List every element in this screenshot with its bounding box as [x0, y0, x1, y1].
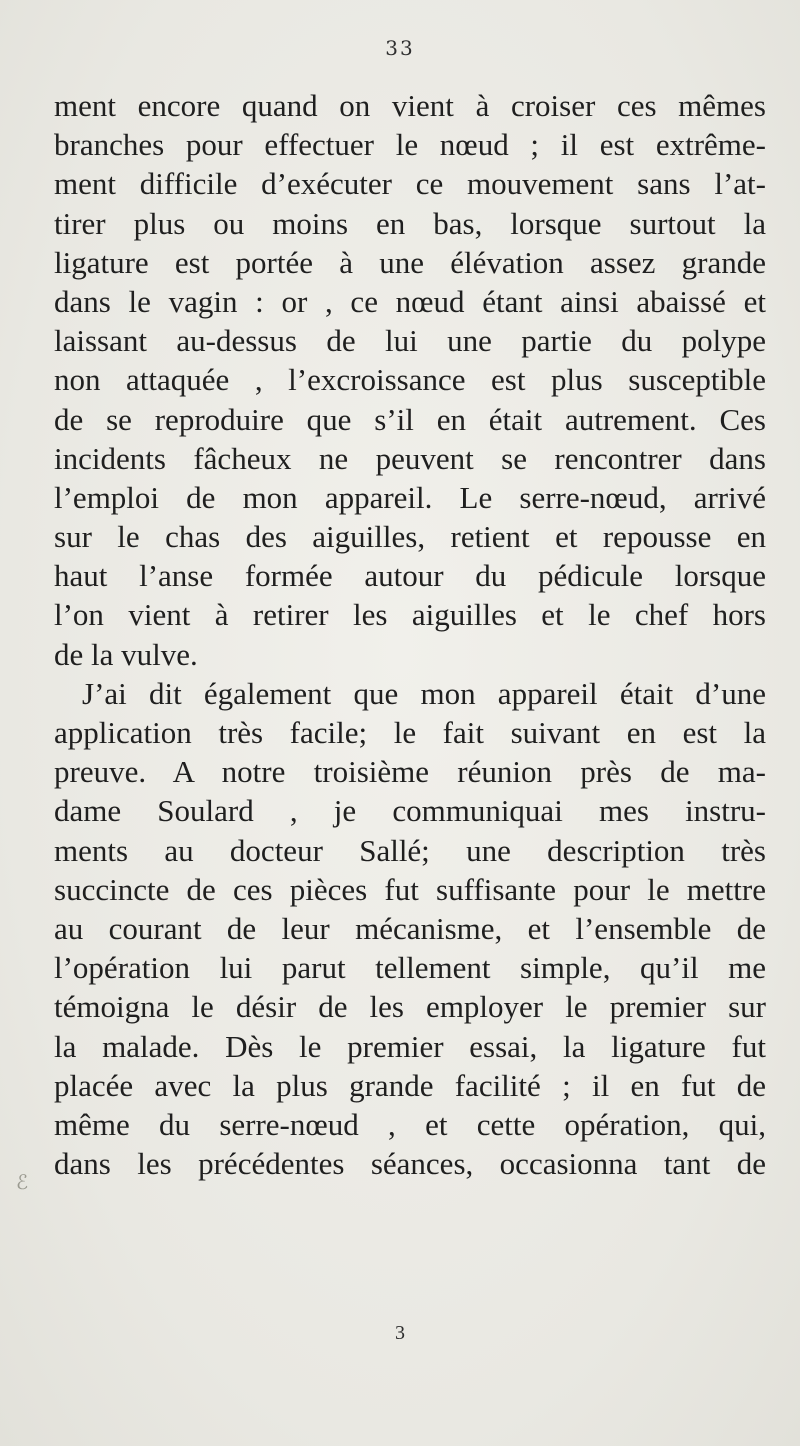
text-line: application très facile; le fait suivant en est la	[54, 715, 766, 750]
body-text	[54, 86, 766, 1183]
page-number: 33	[385, 36, 415, 60]
margin-mark: ℰ	[16, 1172, 29, 1194]
text-line: au courant de leur mécanisme, et l’ensemble de	[54, 910, 766, 946]
text-line: non attaquée , l’excroissance est plus susceptible	[54, 362, 766, 398]
text-line: ment encore quand on vient à croiser ces mêmes	[54, 88, 766, 123]
text-line: ligature est portée à une élévation assez grande	[54, 244, 766, 280]
text-line: la malade. Dès le premier essai, la ligature fut	[54, 1028, 766, 1064]
text-line: ments au docteur Sallé; une description très	[54, 832, 766, 868]
text-line: dans les précédentes séances, occasionna tant de	[54, 1146, 766, 1182]
text-line: placée avec la plus grande facilité ; il en fut de	[54, 1067, 766, 1103]
text-line: de se reproduire que s’il en était autrement. Ces	[54, 401, 766, 437]
text-line: preuve. A notre troisième réunion près de ma-	[54, 754, 766, 790]
text-line: branches pour effectuer le nœud ; il est extrême-	[54, 127, 766, 163]
text-line: même du serre-nœud , et cette opération, qui,	[54, 1106, 766, 1142]
text-line: l’on vient à retirer les aiguilles et le chef hors	[54, 597, 766, 633]
text-line: l’opération lui parut tellement simple, qu’il me	[54, 950, 766, 986]
text-line: laissant au-dessus de lui une partie du polype	[54, 323, 766, 359]
text-line: incidents fâcheux ne peuvent se rencontrer dans	[54, 440, 766, 476]
text-line: haut l’anse formée autour du pédicule lorsque	[54, 558, 766, 594]
paragraph-start-line: J’ai dit également que mon appareil était d’une	[82, 675, 766, 711]
text-line: sur le chas des aiguilles, retient et repousse en	[54, 519, 766, 555]
text-line: succincte de ces pièces fut suffisante pour le mettre	[54, 871, 766, 907]
text-line: dans le vagin : or , ce nœud étant ainsi abaissé et	[54, 283, 766, 319]
text-line: ment difficile d’exécuter ce mouvement sans l’at-	[54, 166, 766, 202]
paragraph-end-line: de la vulve.	[54, 636, 198, 672]
text-line: témoigna le désir de les employer le premier sur	[54, 989, 766, 1025]
text-line: dame Soulard , je communiquai mes instru-	[54, 793, 766, 829]
text-line: l’emploi de mon appareil. Le serre-nœud, arrivé	[54, 479, 766, 515]
signature-mark: 3	[395, 1322, 405, 1344]
text-line: tirer plus ou moins en bas, lorsque surtout la	[54, 205, 766, 241]
